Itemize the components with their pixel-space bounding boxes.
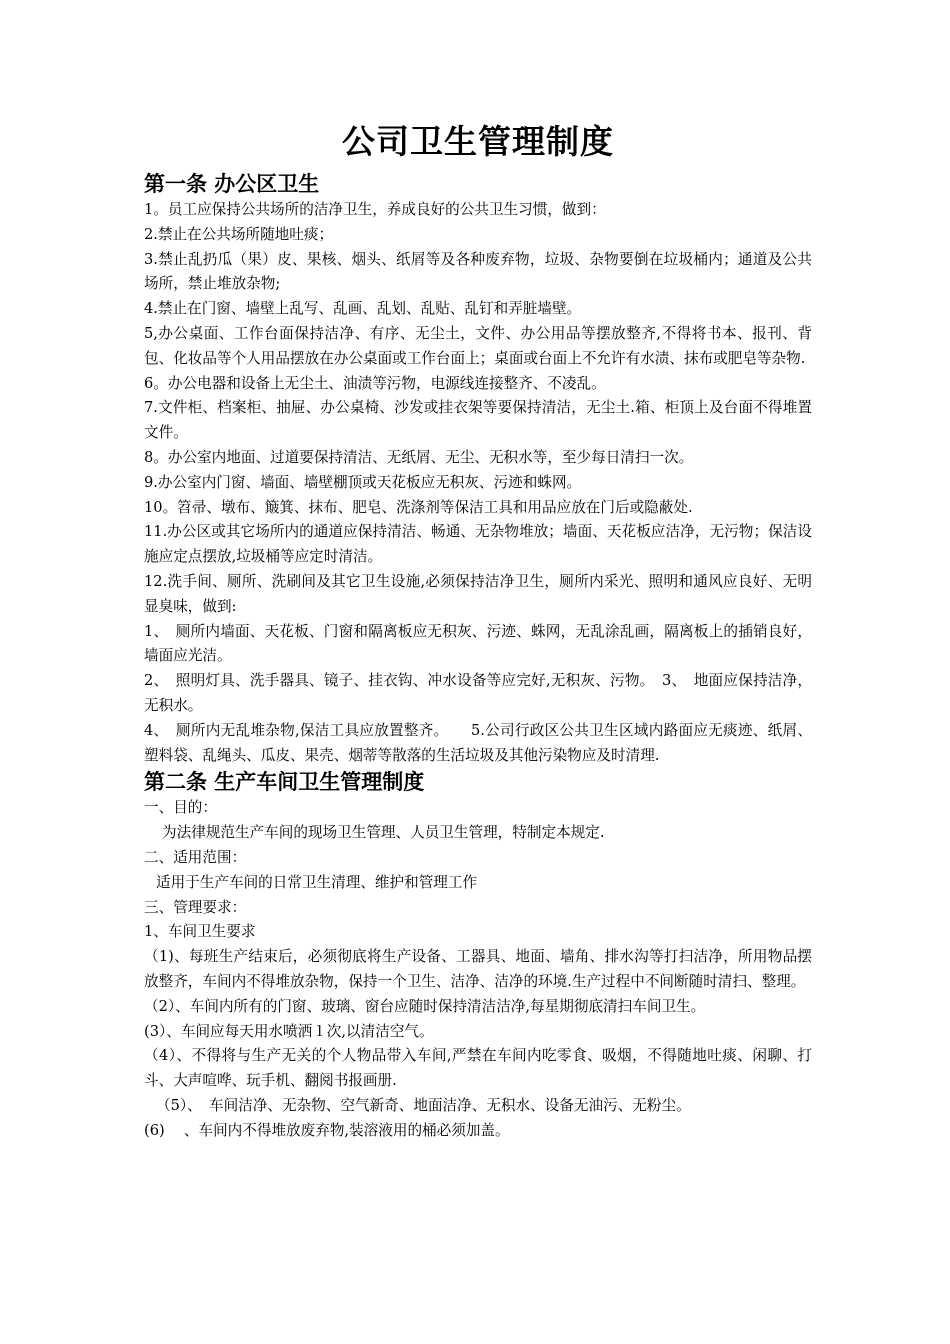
paragraph: 6。办公电器和设备上无尘土、油渍等污物，电源线连接整齐、不凌乱。 [144, 374, 606, 392]
section-heading-office: 第一条 办公区卫生 [144, 171, 320, 196]
list-item: （2）、车间内所有的门窗、玻璃、窗台应随时保持清洁洁净,每星期彻底清扫车间卫生。 [144, 997, 706, 1015]
paragraph: 4、 厕所内无乱堆杂物,保洁工具应放置整齐。 5.公司行政区公共卫生区域内路面应无痰迹、纸屑、塑料袋、乱绳头、瓜皮、果壳、烟蒂等散落的生活垃圾及其他污染物应及时清理. [144, 721, 812, 764]
paragraph: 2.禁止在公共场所随地吐痰； [144, 225, 334, 243]
section-heading-workshop: 第二条 生产车间卫生管理制度 [144, 769, 425, 795]
workshop-label: 1、车间卫生要求 [144, 923, 256, 941]
list-item: （1)、每班生产结束后，必须彻底将生产设备、工器具、地面、墙角、排水沟等打扫洁净，所用物品摆放整齐，车间内不得堆放杂物，保持一个卫生、洁净、洁净的环境.生产过程中不间断随时清扫、整理。 [144, 948, 812, 990]
paragraph: 11.办公区或其它场所内的通道应保持清洁、畅通、无杂物堆放；墙面、天花板应洁净，无污物；保洁设施应定点摆放,垃圾桶等应定时清洁。 [144, 523, 812, 566]
requirements-label: 三、管理要求： [144, 898, 247, 916]
paragraph: 7.文件柜、档案柜、抽屉、办公桌椅、沙发或挂衣架等要保持清洁，无尘土.箱、柜顶上及台面不得堆置文件。 [144, 399, 812, 442]
paragraph: 12.洗手间、厕所、洗刷间及其它卫生设施,必须保持洁净卫生，厕所内采光、照明和通风应良好、无明显臭味，做到: [144, 572, 812, 615]
list-item: (3）、车间应每天用水喷洒１次,以清洁空气。 [144, 1022, 434, 1040]
paragraph: 9.办公室内门窗、墙面、墙壁棚顶或天花板应无积灰、污迹和蛛网。 [144, 473, 582, 491]
document-title: 公司卫生管理制度 [342, 122, 614, 161]
scope-text: 适用于生产车间的日常卫生清理、维护和管理工作 [156, 873, 478, 891]
paragraph: 4.禁止在门窗、墙壁上乱写、乱画、乱划、乱贴、乱钉和弄脏墙壁。 [144, 300, 582, 318]
paragraph: 8。办公室内地面、过道要保持清洁、无纸屑、无尘、无积水等，至少每日清扫一次。 [144, 448, 694, 466]
purpose-text: 为法律规范生产车间的现场卫生管理、人员卫生管理，特制定本规定. [162, 824, 605, 842]
paragraph: 1。员工应保持公共场所的洁净卫生，养成良好的公共卫生习惯，做到： [144, 201, 606, 218]
list-item: （4）、不得将与生产无关的个人物品带入车间,严禁在车间内吃零食、吸烟，不得随地吐痰、闲聊、打斗、大声喧哗、玩手机、翻阅书报画册. [144, 1047, 812, 1090]
list-item: （5）、 车间洁净、无杂物、空气新奇、地面洁净、无积水、设备无油污、无粉尘。 [156, 1096, 691, 1114]
scope-label: 二、适用范围： [144, 848, 247, 866]
paragraph: 1、 厕所内墙面、天花板、门窗和隔离板应无积灰、污迹、蛛网，无乱涂乱画，隔离板上的插销良好，墙面应光洁。 [144, 622, 812, 665]
paragraph: 10。笤帚、墩布、簸箕、抹布、肥皂、洗涤剂等保洁工具和用品应放在门后或隐蔽处. [144, 498, 693, 516]
document-page [144, 118, 812, 1143]
paragraph: 2、 照明灯具、洗手器具、镜子、挂衣钩、冲水设备等应完好,无积灰、污物。 3、 地面应保持洁净，无积水。 [144, 672, 812, 714]
paragraph: 5,办公桌面、工作台面保持洁净、有序、无尘土，文件、办公用品等摆放整齐,不得将书本、报刊、背包、化妆品等个人用品摆放在办公桌面或工作台面上；桌面或台面上不允许有水渍、抹布或肥皂等杂物. [144, 324, 812, 367]
paragraph: 3.禁止乱扔瓜（果）皮、果核、烟头、纸屑等及各种废弃物，垃圾、杂物要倒在垃圾桶内；通道及公共场所，禁止堆放杂物; [144, 250, 812, 293]
purpose-label: 一、目的： [144, 799, 217, 817]
list-item: (6) 、车间内不得堆放废弃物,装溶液用的桶必须加盖。 [144, 1121, 510, 1139]
